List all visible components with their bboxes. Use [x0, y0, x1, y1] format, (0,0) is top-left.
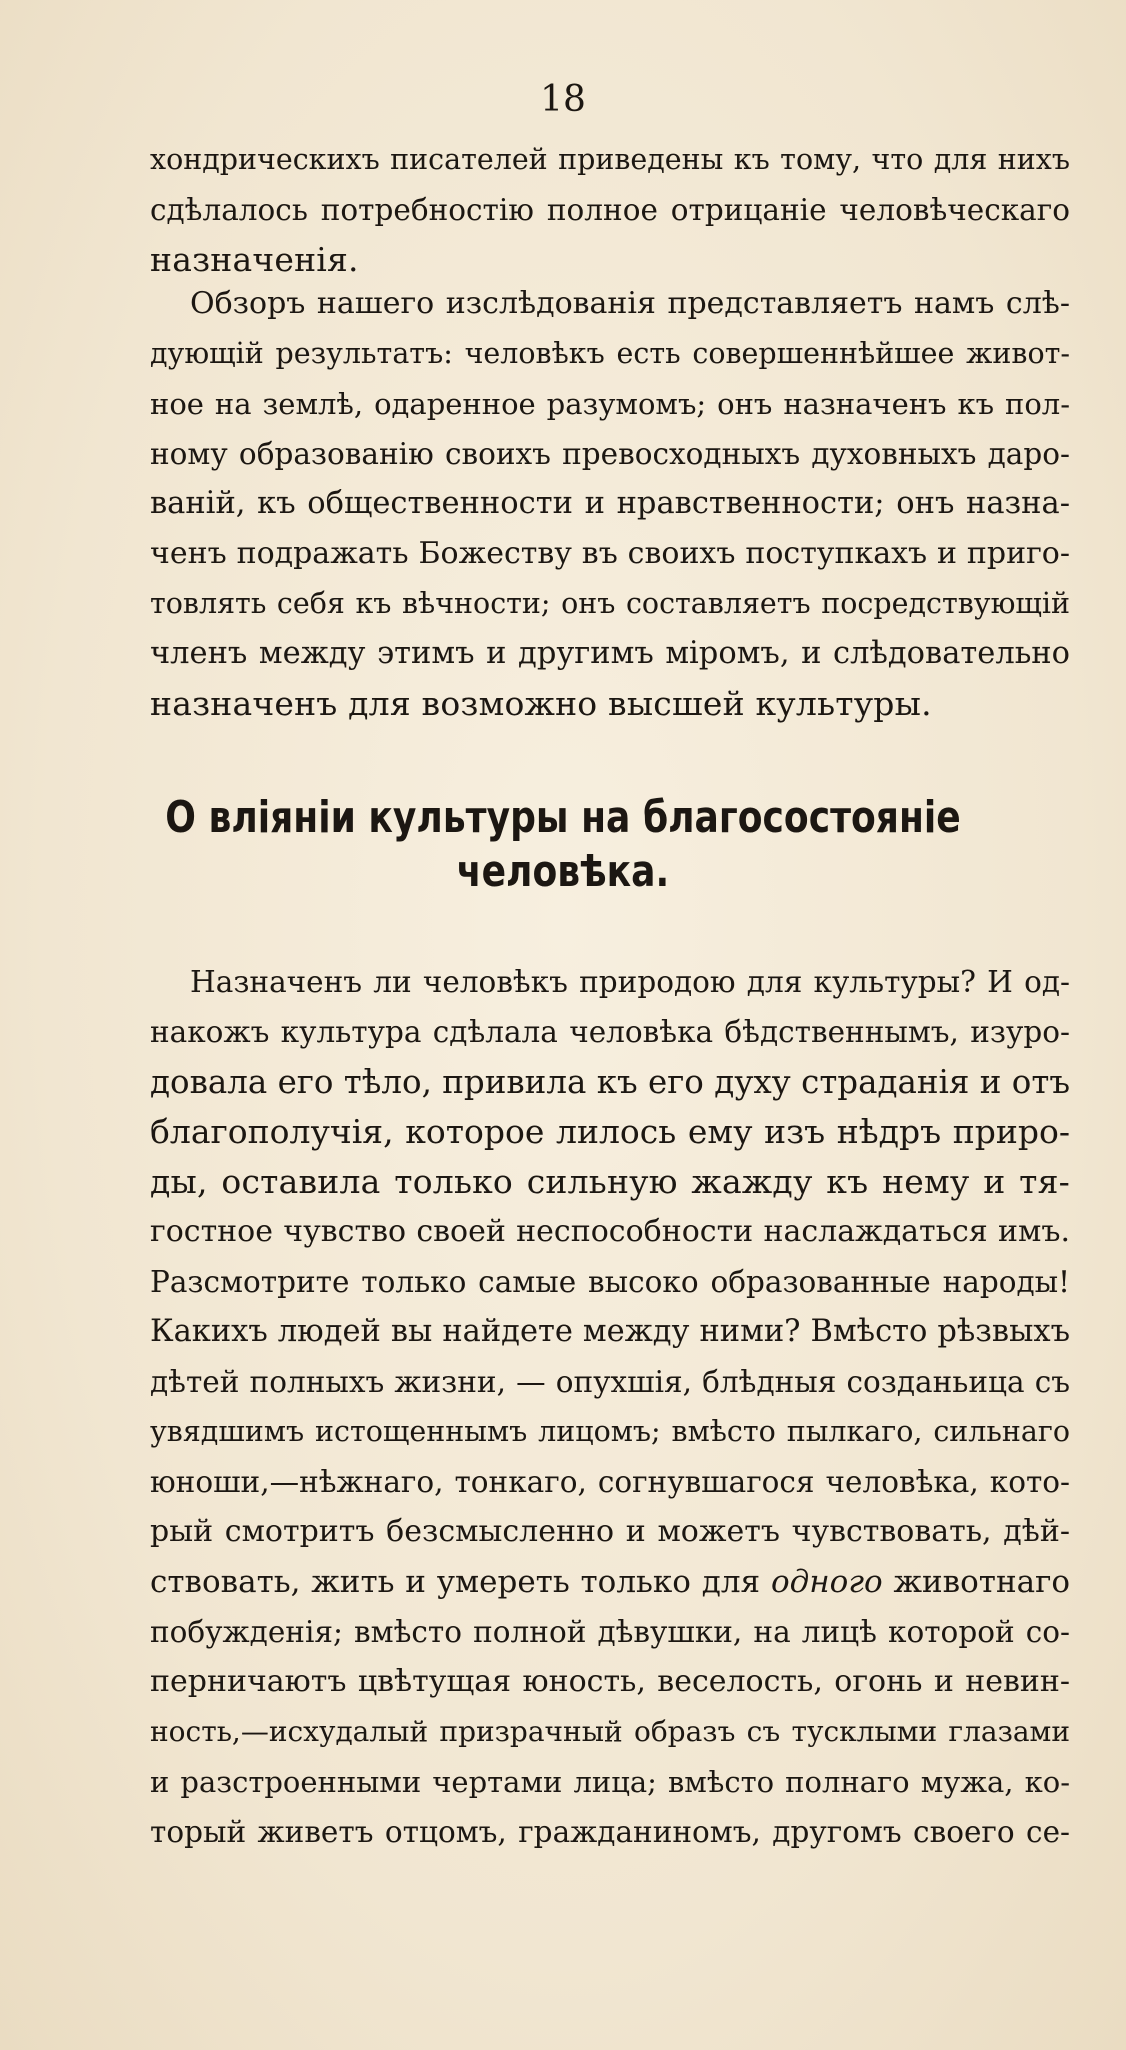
text-line: торый живетъ отцомъ, гражданиномъ, другомъ своего се- [150, 1815, 1070, 1849]
text-line: хондрическихъ писателей приведены къ тому, что для нихъ [150, 143, 1070, 176]
text-line: ванiй, къ общественности и нравственности; онъ назна- [150, 486, 1070, 521]
text-line: ды, оставила только сильную жажду къ нему и тя- [150, 1162, 1070, 1201]
text-line: накожъ культура сдѣлала человѣка бѣдственнымъ, изуро- [150, 1015, 1070, 1049]
text-line: довала его тѣло, привила къ его духу страданiя и отъ [150, 1063, 1070, 1101]
text-line: дующiй результатъ: человѣкъ есть совершеннѣйшее живот- [150, 337, 1070, 370]
text-line: ное на землѣ, одаренное разумомъ; онъ назначенъ къ пол- [150, 387, 1070, 421]
page-number: 18 [540, 79, 586, 120]
text-line: увядшимъ истощеннымъ лицомъ; вмѣсто пылкаго, сильнаго [150, 1415, 1070, 1448]
text-line: членъ между этимъ и другимъ мiромъ, и слѣдовательно [150, 636, 1070, 671]
text-line: юноши,—нѣжнаго, тонкаго, согнувшагося человѣка, кото- [150, 1465, 1070, 1499]
text-line: Какихъ людей вы найдете между ними? Вмѣсто рѣзвыхъ [150, 1314, 1070, 1349]
text-line: ченъ подражать Божеству въ своихъ поступкахъ и приго- [150, 536, 1070, 571]
text-line: побужденiя; вмѣсто полной дѣвушки, на лицѣ которой со- [150, 1615, 1070, 1649]
text-line: сдѣлалось потребностію полное отрицанiе человѣческаго [150, 193, 1070, 227]
text-line [150, 1558, 1070, 1606]
text-line: товлять себя къ вѣчности; онъ составляетъ посредствующiй [150, 587, 1070, 620]
text-line: Назначенъ ли человѣкъ природою для культуры? И од- [190, 965, 1070, 999]
text-line: и разстроенными чертами лица; вмѣсто полнаго мужа, ко- [150, 1765, 1070, 1799]
italic-word: одного [770, 1564, 883, 1600]
text-segment: животнаго [882, 1564, 1070, 1600]
text-line: ность,—исхудалый призрачный образъ съ тусклыми глазами [150, 1715, 1070, 1748]
text-line: назначенъ для возможно высшей культуры. [150, 684, 932, 723]
text-line: назначенiя. [150, 240, 359, 279]
text-line: рый смотритъ безсмысленно и можетъ чувствовать, дѣй- [150, 1514, 1070, 1549]
text-segment: ствовать, жить и умереть только для [150, 1564, 771, 1600]
text-line: перничаютъ цвѣтущая юность, веселость, огонь и невин- [150, 1664, 1070, 1699]
text-line: гостное чувство своей неспособности наслаждаться имъ. [150, 1214, 1070, 1249]
text-line: дѣтей полныхъ жизни, — опухшiя, блѣдныя созданьица съ [150, 1365, 1070, 1399]
section-heading: человѣка. [456, 846, 670, 897]
text-line: благополучiя, которое лилось ему изъ нѣдръ приро- [150, 1112, 1070, 1151]
text-line: Обзоръ нашего изслѣдованiя представляетъ намъ слѣ- [190, 286, 1070, 321]
text-line: ному образованiю своихъ превосходныхъ духовныхъ даро- [150, 437, 1070, 471]
text-line: Разсмотрите только самые высоко образованные народы! [150, 1265, 1070, 1299]
section-heading: О влiянiи культуры на благосостоянiе [165, 792, 961, 843]
